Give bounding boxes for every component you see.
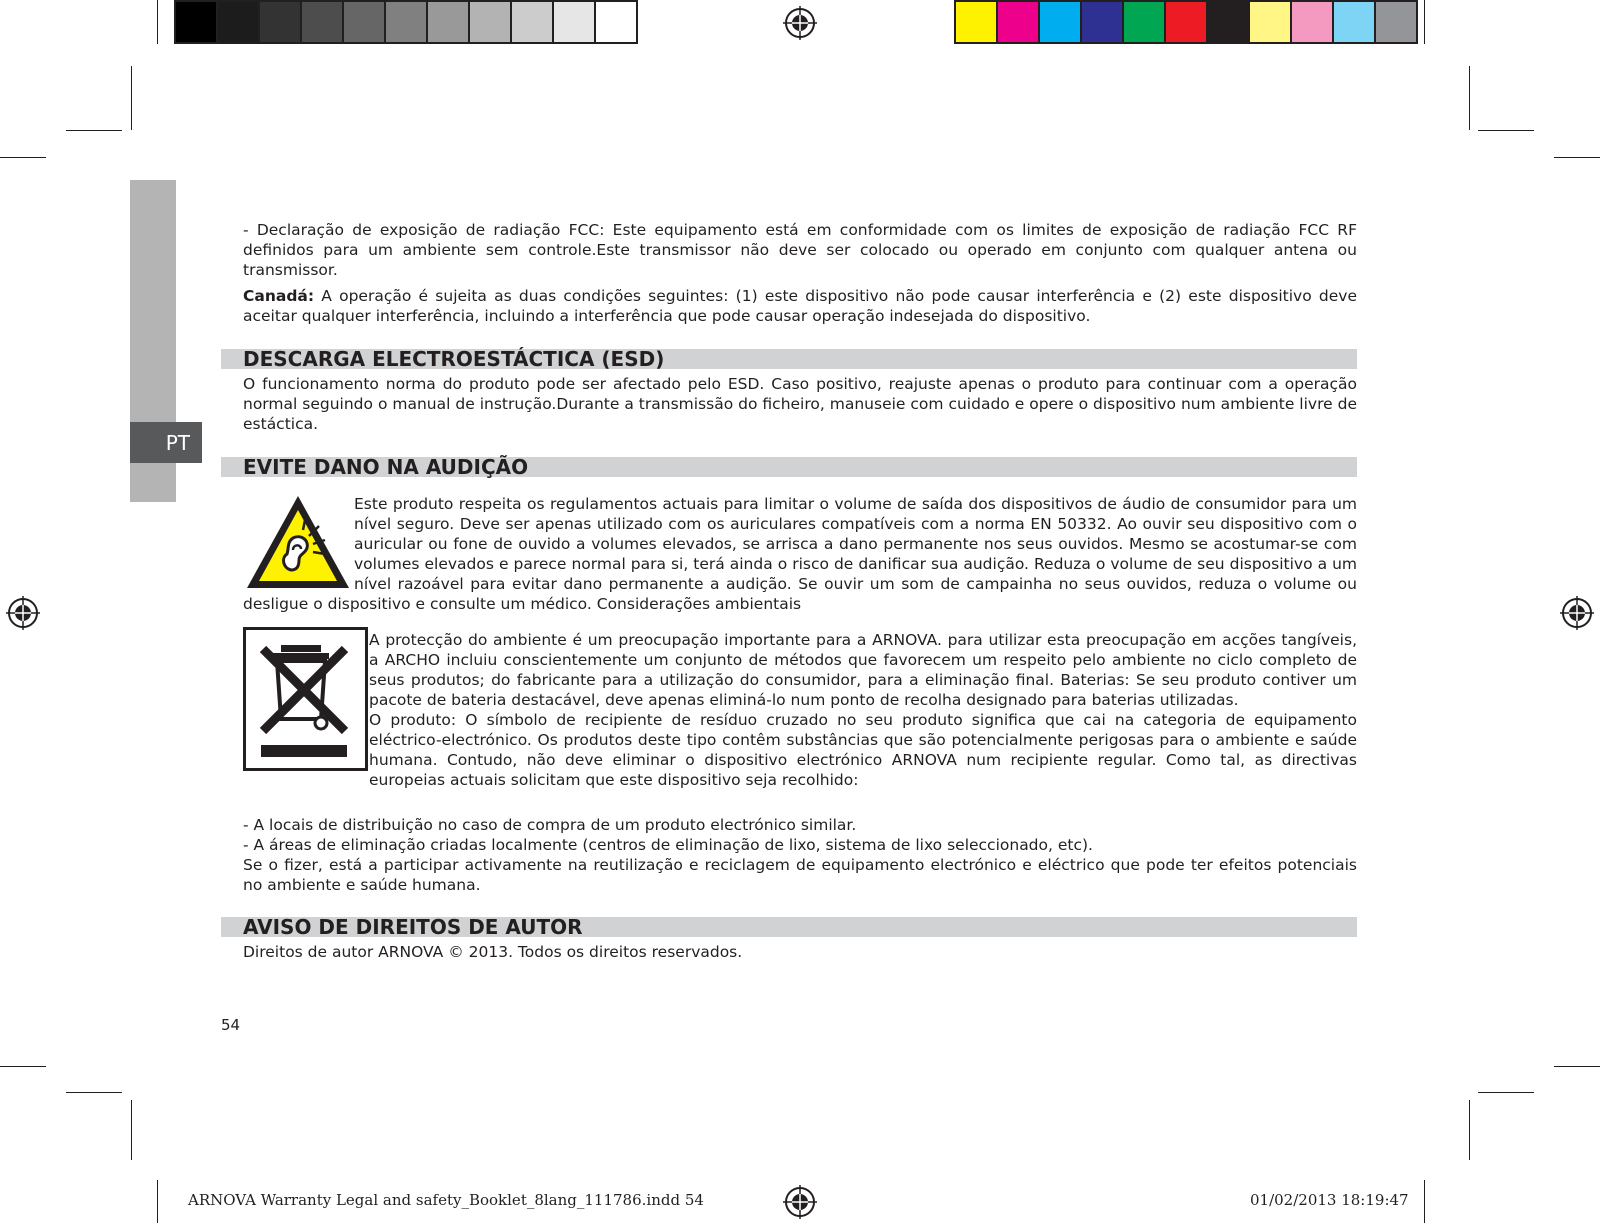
color-swatch <box>1124 0 1166 44</box>
color-swatch <box>1040 0 1082 44</box>
registration-mark-icon <box>783 6 817 40</box>
esd-text: O funcionamento norma do produto pode ser afectado pelo ESD. Caso positivo, reajuste apenas o produto para continuar com a operação normal seguindo o manual de instrução.Durante a transmissão do ficheiro, manuseie com cuidado e opere o dispositivo num ambiente livre de estáctica. <box>243 375 1357 433</box>
color-swatch <box>1250 0 1292 44</box>
color-swatch <box>1376 0 1418 44</box>
crop-mark <box>66 1092 122 1093</box>
color-swatch <box>302 0 344 44</box>
crop-mark <box>0 157 46 158</box>
color-swatch <box>998 0 1040 44</box>
cmyk-color-bar <box>954 0 1418 44</box>
color-swatch <box>596 0 638 44</box>
crop-mark <box>1424 0 1425 44</box>
color-swatch <box>344 0 386 44</box>
hearing-heading: EVITE DANO NA AUDIÇÃO <box>243 455 529 479</box>
page-number: 54 <box>221 1016 241 1034</box>
crop-mark <box>1469 66 1470 130</box>
canada-label: Canadá: <box>243 287 315 305</box>
color-swatch <box>1292 0 1334 44</box>
fcc-statement: - Declaração de exposição de radiação FCC: Este equipamento está em conformidade com os limites de exposição de radiação FCC RF definidos para um ambiente sem controle.Este transmissor não deve ser colocado ou operado em conjunto com qualquer antena ou transmissor. <box>243 221 1357 279</box>
slug-timestamp: 01/02/2013 18:19:47 <box>1250 1191 1409 1209</box>
environment-closing: Se o fizer, está a participar activamente na reutilização e reciclagem de equipamento electrónico e eléctrico que pode ter efeitos potenciais no ambiente e saúde humana. <box>243 856 1357 894</box>
color-swatch <box>428 0 470 44</box>
list-item: - A locais de distribuição no caso de compra de um produto electrónico similar. <box>243 816 857 834</box>
color-swatch <box>386 0 428 44</box>
registration-mark-icon <box>1560 596 1594 630</box>
gray-color-bar <box>174 0 638 44</box>
crop-mark <box>0 1066 46 1067</box>
slug-filename: ARNOVA Warranty Legal and safety_Booklet_8lang_111786.indd 54 <box>188 1191 704 1209</box>
list-item: - A áreas de eliminação criadas localmente (centros de eliminação de lixo, sistema de lixo seleccionado, etc). <box>243 836 1093 854</box>
hearing-text-body: Este produto respeita os regulamentos actuais para limitar o volume de saída dos dispositivos de áudio de consumidor para um nível seguro. Deve ser apenas utilizado com os auriculares compatíveis com a norma EN 50332. Ao ouvir seu dispositivo com o auricular ou fone de ouvido a volumes elevados, se arrisca a dano permanente nos seus ouvidos. Mesmo se acostumar-se com volumes elevados e parece normal para si, terá ainda o risco de danificar sua audição. Reduza o volume de seu dispositivo a um nível razoável para evitar dano permanente a audição. Se ouvir um som de campainha no seus ouvidos, reduza o volume ou desligue o dispositivo e consulte um médico. Considerações ambientais <box>243 495 1357 613</box>
hearing-text <box>243 494 1357 614</box>
color-swatch <box>470 0 512 44</box>
copyright-text: Direitos de autor ARNOVA © 2013. Todos os direitos reservados. <box>243 943 743 961</box>
crop-mark <box>1469 1100 1470 1160</box>
crop-mark <box>131 1100 132 1160</box>
color-swatch <box>260 0 302 44</box>
color-swatch <box>1334 0 1376 44</box>
language-tab-label: PT <box>165 430 190 455</box>
crop-mark <box>66 130 122 131</box>
color-swatch <box>1166 0 1208 44</box>
registration-mark-icon <box>783 1185 817 1219</box>
crop-mark <box>1424 1180 1425 1223</box>
registration-mark-icon <box>6 596 40 630</box>
esd-heading: DESCARGA ELECTROESTÁCTICA (ESD) <box>243 347 665 371</box>
color-swatch <box>1208 0 1250 44</box>
crop-mark <box>131 66 132 130</box>
crop-mark <box>1554 157 1600 158</box>
crop-mark <box>1478 130 1534 131</box>
crop-mark <box>157 1180 158 1223</box>
environment-text-1: A protecção do ambiente é um preocupação importante para a ARNOVA. para utilizar esta preocupação em acções tangíveis, a ARCHO incluiu conscientemente um conjunto de métodos que favorecem um respeito pelo ambiente no ciclo completo de seus produtos; do fabricante para a utilização do consumidor, para a eliminação final. Baterias: Se seu produto contiver um pacote de bateria destacável, deve apenas eliminá-lo num ponto de recolha designado para baterias utilizadas. <box>369 631 1357 709</box>
environment-text-2: O produto: O símbolo de recipiente de resíduo cruzado no seu produto significa que cai na categoria de equipamento eléctrico-electrónico. Os produtos deste tipo contêm substâncias que são potencialmente perigosas para o ambiente e saúde humana. Contudo, não deve eliminar o dispositivo electrónico ARNOVA num recipiente regular. Como tal, as directivas europeias actuais solicitam que este dispositivo seja recolhido: <box>369 711 1357 789</box>
crop-mark <box>157 0 158 44</box>
color-swatch <box>554 0 596 44</box>
color-swatch <box>218 0 260 44</box>
environment-text <box>243 630 1357 790</box>
color-swatch <box>174 0 218 44</box>
canada-statement <box>243 286 1357 326</box>
color-swatch <box>954 0 998 44</box>
color-swatch <box>512 0 554 44</box>
canada-text: A operação é sujeita as duas condições seguintes: (1) este dispositivo não pode causar interferência e (2) este dispositivo deve aceitar qualquer interferência, incluindo a interferência que pode causar operação indesejada do dispositivo. <box>243 287 1357 325</box>
crop-mark <box>1478 1092 1534 1093</box>
copyright-heading: AVISO DE DIREITOS DE AUTOR <box>243 915 583 939</box>
language-tab <box>130 422 202 463</box>
crop-mark <box>1554 1066 1600 1067</box>
color-swatch <box>1082 0 1124 44</box>
